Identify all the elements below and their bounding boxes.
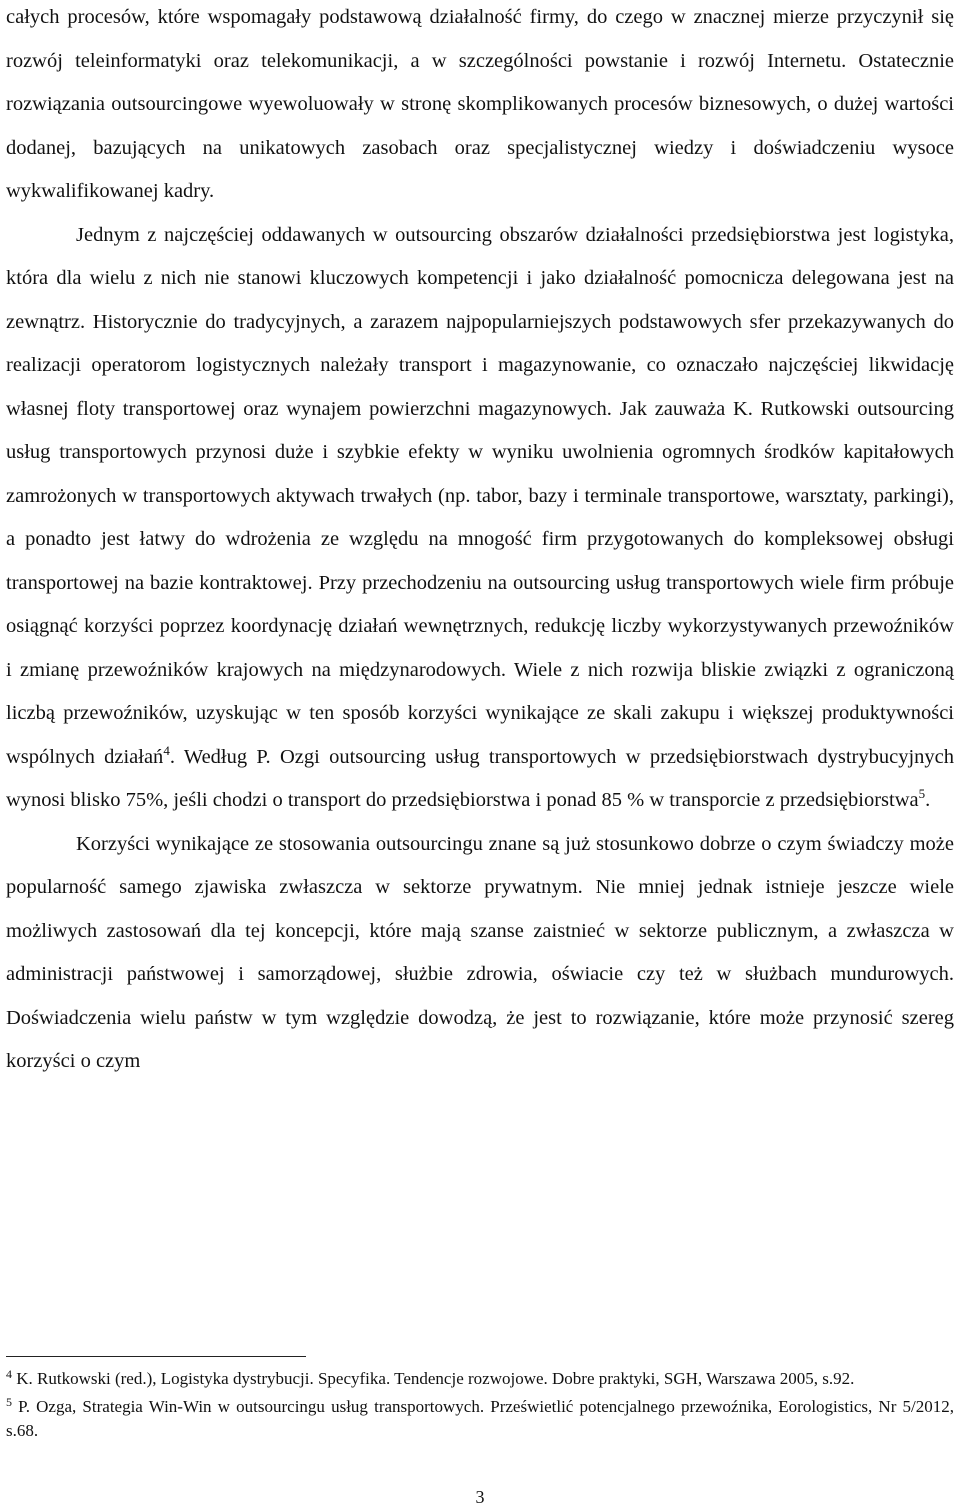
paragraph-3: [6, 823, 954, 1084]
footnote-5: [6, 1395, 954, 1443]
paragraph-2-text-part1: Jednym z najczęściej oddawanych w outsourcing obszarów działalności przedsiębiorstwa jest logistyka, która dla wielu z nich nie stanowi kluczowych kompetencji i jako działalność pomocnicza delegowana jest na zewnątrz. Historycznie do tradycyjnych, a zarazem najpopularniejszych podstawowych sfer przekazywanych do realizacji operatorom logistycznych należały transport i magazynowanie, co oznaczało najczęściej likwidację własnej floty transportowej oraz wynajem powierzchni magazynowych. Jak zauważa K. Rutkowski outsourcing usług transportowych przynosi duże i szybkie efekty w wyniku uwolnienia ogromnych środków kapitałowych zamrożonych w transportowych aktywach trwałych (np. tabor, bazy i terminale transportowe, warsztaty, parkingi), a ponadto jest łatwy do wdrożenia ze względu na mnogość firm przygotowanych do kompleksowej obsługi transportowej na bazie kontraktowej. Przy przechodzeniu na outsourcing usług transportowych wiele firm próbuje osiągnąć korzyści poprzez koordynację działań wewnętrznych, redukcję liczby wykorzystywanych przewoźników i zmianę przewoźników krajowych na międzynarodowych. Wiele z nich rozwija bliskie związki z ograniczoną liczbą przewoźników, uzyskując w ten sposób korzyści wynikające ze skali zakupu i większej produktywności wspólnych działań: [6, 223, 954, 768]
paragraph-3-text: Korzyści wynikające ze stosowania outsourcingu znane są już stosunkowo dobrze o czym świadczy może popularność samego zjawiska zwłaszcza w sektorze prywatnym. Nie mniej jednak istnieje jeszcze wiele możliwych zastosowań dla tej koncepcji, które mają szanse zaistnieć w sektorze publicznym, a zwłaszcza w administracji państwowej i samorządowej, służbie zdrowia, oświacie czy też w służbach mundurowych. Doświadczenia wielu państw w tym względzie dowodzą, że jest to rozwiązanie, które może przynosić szereg korzyści o czym: [6, 832, 954, 1072]
page-number: 3: [475, 1487, 485, 1507]
footnote-4: [6, 1367, 954, 1391]
body-text: [6, 0, 954, 1084]
paragraph-2: [6, 214, 954, 823]
footnote-text-5: P. Ozga, Strategia Win-Win w outsourcingu usług transportowych. Prześwietlić potencjalnego przewoźnika, Eorologistics, Nr 5/2012, s.68.: [6, 1397, 954, 1440]
paragraph-2-text-part3: .: [925, 789, 931, 811]
paragraph-1-text: całych procesów, które wspomagały podstawową działalność firmy, do czego w znacznej mierze przyczynił się rozwój teleinformatyki oraz telekomunikacji, a w szczególności powstanie i rozwój Internetu. Ostatecznie rozwiązania outsourcingowe wyewoluowały w stronę skomplikowanych procesów biznesowych, o dużej wartości dodanej, bazujących na unikatowych zasobach oraz specjalistycznej wiedzy i doświadczeniu wysoce wykwalifikowanej kadry.: [6, 6, 954, 202]
footnote-number-5: 5: [6, 1395, 12, 1409]
footnote-ref-4[interactable]: 4: [163, 742, 170, 758]
footnote-ref-5[interactable]: 5: [918, 786, 926, 801]
document-page: [6, 0, 954, 1509]
paragraph-2-text-part2: . Według P. Ozgi outsourcing usług transportowych w przedsiębiorstwach dystrybucyjnych wynosi blisko 75%, jeśli chodzi o transport do przedsiębiorstwa i ponad 85 % w transporcie z przedsiębiorstwa: [6, 745, 954, 811]
footnote-text-4: K. Rutkowski (red.), Logistyka dystrybucji. Specyfika. Tendencje rozwojowe. Dobre praktyki, SGH, Warszawa 2005, s.92.: [12, 1369, 855, 1388]
paragraph-1: [6, 0, 954, 214]
footnotes: [6, 1367, 954, 1447]
footnote-separator: [6, 1356, 306, 1357]
footnote-number-4: 4: [6, 1367, 12, 1381]
